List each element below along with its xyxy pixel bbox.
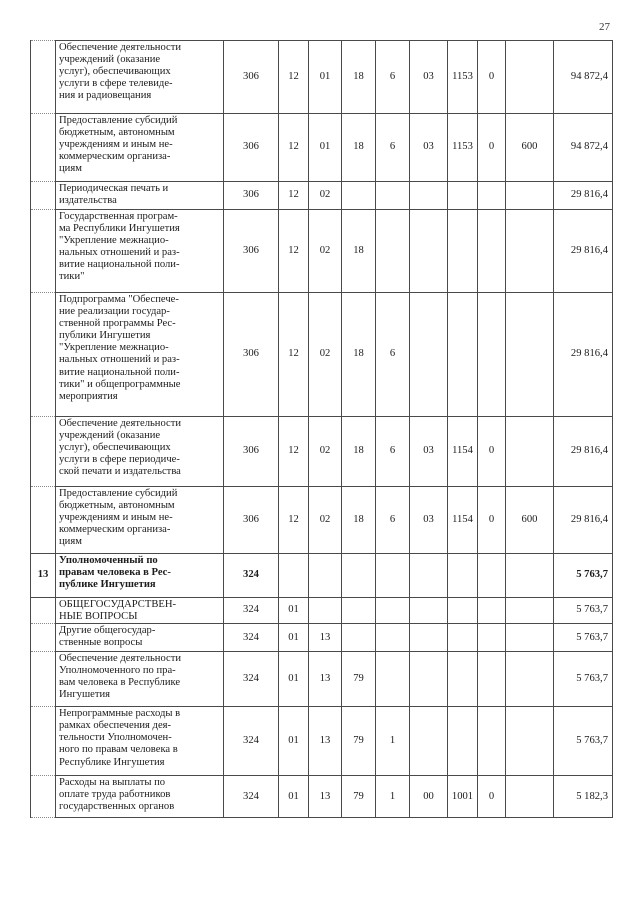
- ministry-code-cell: 324: [224, 598, 279, 624]
- subprogram-code-cell: [376, 598, 410, 624]
- row-number-cell: [31, 598, 56, 624]
- table-row: [31, 41, 613, 114]
- expense-subcode-cell: 0: [478, 487, 506, 554]
- amount-cell: 94 872,4: [554, 114, 613, 182]
- row-number-cell: [31, 624, 56, 652]
- table-row: [31, 293, 613, 417]
- expense-type-cell: [506, 652, 554, 707]
- ministry-code-cell: 324: [224, 776, 279, 818]
- expense-code-cell: 1154: [448, 487, 478, 554]
- expense-type-cell: [506, 41, 554, 114]
- item-name-cell: Другие общегосудар- ственные вопросы: [56, 624, 224, 652]
- expense-subcode-cell: [478, 707, 506, 776]
- row-number-cell: [31, 210, 56, 293]
- table-row: [31, 707, 613, 776]
- subsection-code-cell: 13: [309, 707, 342, 776]
- item-name-cell: Предоставление субсидий бюджетным, автономным учреждениям и иным не- коммерческим организа- циям: [56, 114, 224, 182]
- amount-cell: 29 816,4: [554, 210, 613, 293]
- subsection-code-cell: 02: [309, 293, 342, 417]
- expense-code-cell: [448, 598, 478, 624]
- expense-subcode-cell: 0: [478, 417, 506, 487]
- subsection-code-cell: 02: [309, 487, 342, 554]
- table-body: [31, 41, 613, 818]
- direction-code-cell: 03: [410, 114, 448, 182]
- item-name-cell: Государственная програм- ма Республики Ингушетия "Укрепление межнацио- нальных отношений и раз- витие национальной поли- тики": [56, 210, 224, 293]
- amount-cell: 29 816,4: [554, 293, 613, 417]
- section-code-cell: 12: [279, 182, 309, 210]
- expense-type-cell: [506, 554, 554, 598]
- subprogram-code-cell: 6: [376, 293, 410, 417]
- expense-code-cell: [448, 624, 478, 652]
- table-row: [31, 210, 613, 293]
- expense-type-cell: [506, 417, 554, 487]
- table-row: [31, 487, 613, 554]
- section-code-cell: 01: [279, 624, 309, 652]
- subprogram-code-cell: 6: [376, 41, 410, 114]
- subprogram-code-cell: [376, 210, 410, 293]
- row-number-cell: 13: [31, 554, 56, 598]
- item-name-cell: Обеспечение деятельности Уполномоченного по пра- вам человека в Республике Ингушетия: [56, 652, 224, 707]
- expense-subcode-cell: [478, 624, 506, 652]
- amount-cell: 29 816,4: [554, 487, 613, 554]
- direction-code-cell: [410, 707, 448, 776]
- ministry-code-cell: 306: [224, 210, 279, 293]
- program-code-cell: [342, 554, 376, 598]
- amount-cell: 5 763,7: [554, 598, 613, 624]
- ministry-code-cell: 306: [224, 114, 279, 182]
- section-code-cell: 12: [279, 41, 309, 114]
- subprogram-code-cell: 6: [376, 417, 410, 487]
- expense-code-cell: 1153: [448, 114, 478, 182]
- program-code-cell: 79: [342, 707, 376, 776]
- expense-subcode-cell: [478, 182, 506, 210]
- ministry-code-cell: 324: [224, 554, 279, 598]
- direction-code-cell: 03: [410, 41, 448, 114]
- expense-subcode-cell: 0: [478, 41, 506, 114]
- direction-code-cell: 00: [410, 776, 448, 818]
- program-code-cell: 79: [342, 652, 376, 707]
- program-code-cell: [342, 182, 376, 210]
- subsection-code-cell: 01: [309, 41, 342, 114]
- expense-subcode-cell: 0: [478, 776, 506, 818]
- subsection-code-cell: 02: [309, 210, 342, 293]
- subprogram-code-cell: 1: [376, 707, 410, 776]
- amount-cell: 5 763,7: [554, 554, 613, 598]
- expense-type-cell: [506, 776, 554, 818]
- ministry-code-cell: 306: [224, 182, 279, 210]
- subsection-code-cell: [309, 554, 342, 598]
- expense-subcode-cell: [478, 293, 506, 417]
- amount-cell: 5 182,3: [554, 776, 613, 818]
- expense-code-cell: 1153: [448, 41, 478, 114]
- program-code-cell: 79: [342, 776, 376, 818]
- subprogram-code-cell: [376, 182, 410, 210]
- subprogram-code-cell: [376, 652, 410, 707]
- amount-cell: 94 872,4: [554, 41, 613, 114]
- row-number-cell: [31, 114, 56, 182]
- budget-table: [30, 40, 613, 818]
- subsection-code-cell: 13: [309, 652, 342, 707]
- expense-code-cell: [448, 554, 478, 598]
- row-number-cell: [31, 487, 56, 554]
- section-code-cell: 12: [279, 293, 309, 417]
- subsection-code-cell: 13: [309, 624, 342, 652]
- table-row: [31, 417, 613, 487]
- expense-code-cell: 1154: [448, 417, 478, 487]
- row-number-cell: [31, 182, 56, 210]
- expense-type-cell: [506, 182, 554, 210]
- table-row: [31, 114, 613, 182]
- subprogram-code-cell: [376, 624, 410, 652]
- ministry-code-cell: 306: [224, 487, 279, 554]
- subsection-code-cell: 01: [309, 114, 342, 182]
- amount-cell: 5 763,7: [554, 707, 613, 776]
- expense-type-cell: [506, 624, 554, 652]
- expense-type-cell: [506, 293, 554, 417]
- direction-code-cell: [410, 624, 448, 652]
- item-name-cell: Непрограммные расходы в рамках обеспечения дея- тельности Уполномочен- ного по правам человека в Республике Ингушетия: [56, 707, 224, 776]
- expense-code-cell: [448, 182, 478, 210]
- program-code-cell: 18: [342, 210, 376, 293]
- section-code-cell: 12: [279, 114, 309, 182]
- subprogram-code-cell: 6: [376, 114, 410, 182]
- amount-cell: 5 763,7: [554, 652, 613, 707]
- amount-cell: 29 816,4: [554, 182, 613, 210]
- table-row: [31, 182, 613, 210]
- direction-code-cell: [410, 293, 448, 417]
- table-row: [31, 624, 613, 652]
- subprogram-code-cell: 1: [376, 776, 410, 818]
- program-code-cell: 18: [342, 41, 376, 114]
- program-code-cell: [342, 624, 376, 652]
- expense-subcode-cell: [478, 598, 506, 624]
- table-row: [31, 598, 613, 624]
- expense-code-cell: [448, 652, 478, 707]
- table-row: [31, 776, 613, 818]
- item-name-cell: Обеспечение деятельности учреждений (оказание услуг), обеспечивающих услуги в сфере периодиче- ской печати и издательства: [56, 417, 224, 487]
- expense-code-cell: [448, 293, 478, 417]
- table-row: [31, 652, 613, 707]
- direction-code-cell: [410, 554, 448, 598]
- expense-subcode-cell: 0: [478, 114, 506, 182]
- ministry-code-cell: 324: [224, 624, 279, 652]
- item-name-cell: Обеспечение деятельности учреждений (оказание услуг), обеспечивающих услуги в сфере телевиде- ния и радиовещания: [56, 41, 224, 114]
- expense-type-cell: 600: [506, 114, 554, 182]
- expense-code-cell: [448, 210, 478, 293]
- row-number-cell: [31, 293, 56, 417]
- direction-code-cell: [410, 652, 448, 707]
- subprogram-code-cell: 6: [376, 487, 410, 554]
- ministry-code-cell: 306: [224, 41, 279, 114]
- subsection-code-cell: [309, 598, 342, 624]
- expense-code-cell: 1001: [448, 776, 478, 818]
- amount-cell: 5 763,7: [554, 624, 613, 652]
- item-name-cell: Предоставление субсидий бюджетным, автономным учреждениям и иным не- коммерческим организа- циям: [56, 487, 224, 554]
- subprogram-code-cell: [376, 554, 410, 598]
- row-number-cell: [31, 776, 56, 818]
- direction-code-cell: [410, 182, 448, 210]
- expense-type-cell: 600: [506, 487, 554, 554]
- direction-code-cell: 03: [410, 417, 448, 487]
- expense-subcode-cell: [478, 210, 506, 293]
- section-code-cell: 01: [279, 776, 309, 818]
- page-number: 27: [599, 21, 610, 33]
- section-code-cell: 01: [279, 707, 309, 776]
- row-number-cell: [31, 707, 56, 776]
- direction-code-cell: [410, 598, 448, 624]
- section-code-cell: 01: [279, 652, 309, 707]
- item-name-cell: ОБЩЕГОСУДАРСТВЕН- НЫЕ ВОПРОСЫ: [56, 598, 224, 624]
- expense-type-cell: [506, 210, 554, 293]
- program-code-cell: 18: [342, 293, 376, 417]
- item-name-cell: Уполномоченный по правам человека в Рес- публике Ингушетия: [56, 554, 224, 598]
- direction-code-cell: 03: [410, 487, 448, 554]
- amount-cell: 29 816,4: [554, 417, 613, 487]
- item-name-cell: Периодическая печать и издательства: [56, 182, 224, 210]
- row-number-cell: [31, 417, 56, 487]
- program-code-cell: 18: [342, 487, 376, 554]
- ministry-code-cell: 306: [224, 293, 279, 417]
- row-number-cell: [31, 652, 56, 707]
- section-code-cell: 12: [279, 417, 309, 487]
- program-code-cell: [342, 598, 376, 624]
- section-code-cell: 01: [279, 598, 309, 624]
- expense-type-cell: [506, 707, 554, 776]
- program-code-cell: 18: [342, 417, 376, 487]
- program-code-cell: 18: [342, 114, 376, 182]
- table-row: [31, 554, 613, 598]
- section-code-cell: 12: [279, 210, 309, 293]
- section-code-cell: 12: [279, 487, 309, 554]
- subsection-code-cell: 13: [309, 776, 342, 818]
- subsection-code-cell: 02: [309, 182, 342, 210]
- expense-subcode-cell: [478, 652, 506, 707]
- expense-subcode-cell: [478, 554, 506, 598]
- direction-code-cell: [410, 210, 448, 293]
- row-number-cell: [31, 41, 56, 114]
- subsection-code-cell: 02: [309, 417, 342, 487]
- ministry-code-cell: 324: [224, 652, 279, 707]
- item-name-cell: Расходы на выплаты по оплате труда работников государственных органов: [56, 776, 224, 818]
- ministry-code-cell: 324: [224, 707, 279, 776]
- expense-code-cell: [448, 707, 478, 776]
- expense-type-cell: [506, 598, 554, 624]
- ministry-code-cell: 306: [224, 417, 279, 487]
- item-name-cell: Подпрограмма "Обеспече- ние реализации государ- ственной программы Рес- публики Ингушетия "Укрепление межнацио- нальных отношений и раз- витие национальной поли- тики" и общепрограммные мероприятия: [56, 293, 224, 417]
- section-code-cell: [279, 554, 309, 598]
